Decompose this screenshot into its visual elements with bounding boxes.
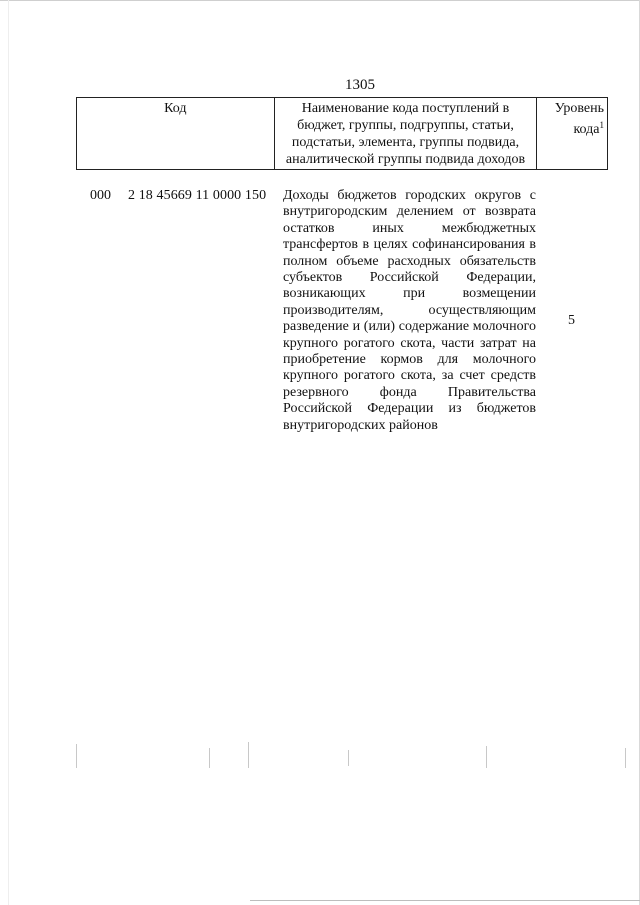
scan-noise-dots (0, 742, 640, 782)
scan-edge-bottom (250, 900, 640, 901)
page-number: 1305 (345, 77, 375, 93)
row-level: 5 (568, 313, 575, 328)
header-name: Наименование кода поступлений в бюджет, группы, подгруппы, статьи, подстатьи, элемента, группы подвида, аналитической группы подвида доходов (274, 98, 537, 170)
row-description: Доходы бюджетов городских округов с внутригородским делением от возврата остатков иных межбюджетных трансфертов в целях софинансирования в полном объеме расходных обязательств субъектов Российской Федерации, возникающих при возмещении производителям, осуществляющим разведение и (или) содержание молочного крупного рогатого скота, части затрат на приобретение кормов для молочного крупного рогатого скота, за счет средств резервного фонда Правительства Российской Федерации из бюджетов внутригородских районов (283, 188, 536, 433)
header-table (76, 97, 608, 170)
row-code-prefix: 000 (90, 188, 111, 203)
header-code: Код (77, 98, 275, 170)
header-level-label: Уровень кода (554, 101, 604, 137)
row-code: 2 18 45669 11 0000 150 (128, 188, 267, 203)
scan-edge-top (0, 0, 640, 1)
header-level-footnote: 1 (599, 120, 604, 130)
header-level (537, 98, 608, 170)
header-row (77, 98, 608, 170)
